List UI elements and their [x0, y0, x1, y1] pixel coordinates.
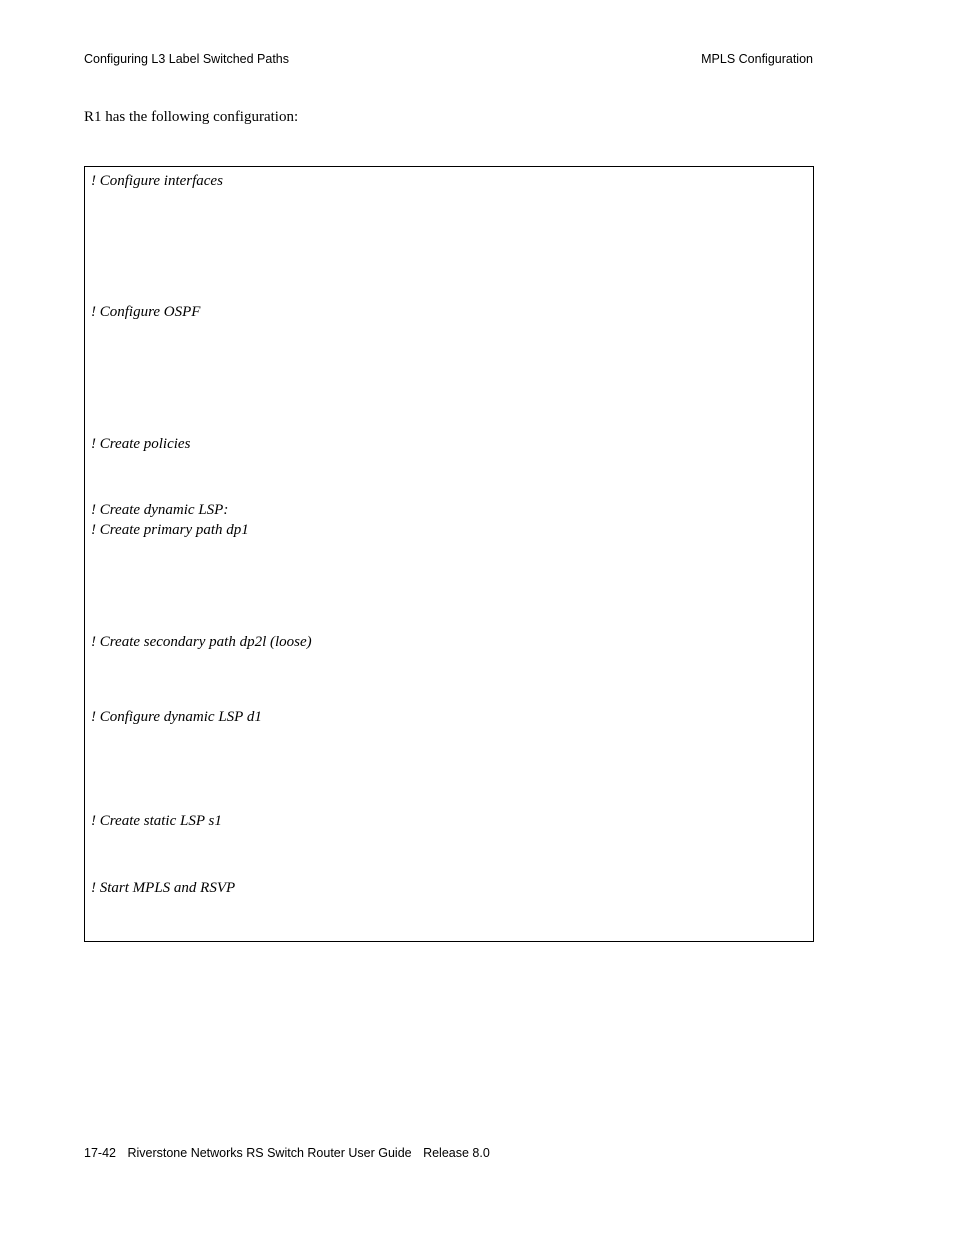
- comment-create-primary-path: ! Create primary path dp1: [91, 522, 249, 538]
- comment-create-dynamic-lsp: ! Create dynamic LSP:: [91, 502, 229, 518]
- comment-create-secondary-path: ! Create secondary path dp2l (loose): [91, 634, 312, 650]
- release-label: Release 8.0: [423, 1146, 490, 1160]
- comment-create-policies: ! Create policies: [91, 436, 191, 452]
- running-header-left: Configuring L3 Label Switched Paths: [84, 52, 289, 66]
- comment-configure-ospf: ! Configure OSPF: [91, 304, 201, 320]
- page-number: 17-42: [84, 1146, 116, 1160]
- guide-title: Riverstone Networks RS Switch Router User Guide: [127, 1146, 412, 1160]
- comment-configure-interfaces: ! Configure interfaces: [91, 173, 223, 189]
- running-header-right: MPLS Configuration: [701, 52, 813, 66]
- comment-create-static-lsp: ! Create static LSP s1: [91, 813, 222, 829]
- comment-configure-dynamic-lsp-d1: ! Configure dynamic LSP d1: [91, 709, 262, 725]
- intro-paragraph: R1 has the following configuration:: [84, 109, 299, 125]
- configuration-box: [84, 166, 814, 942]
- comment-start-mpls-rsvp: ! Start MPLS and RSVP: [91, 880, 236, 896]
- page-footer: [84, 1146, 498, 1161]
